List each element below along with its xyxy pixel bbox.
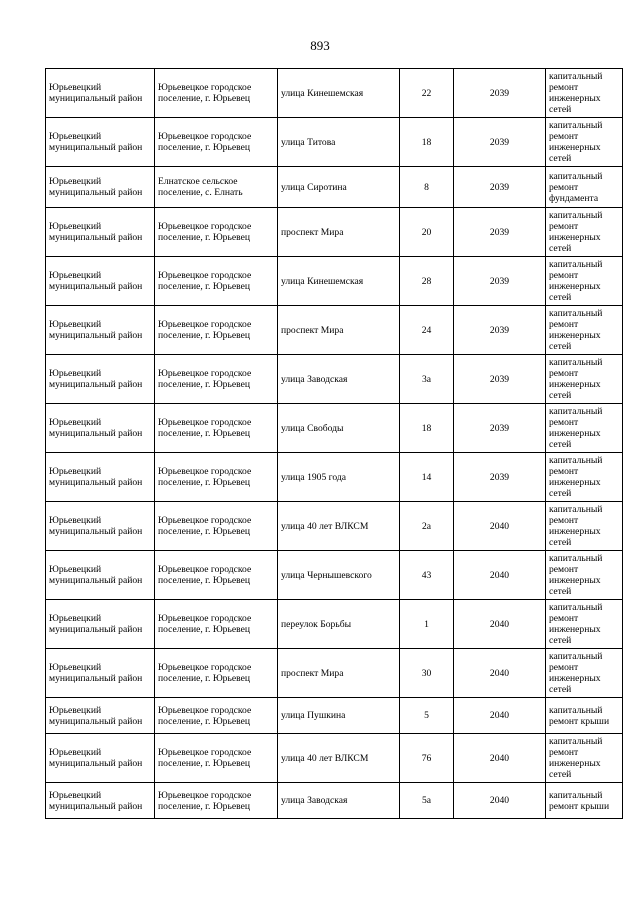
house-number-cell: 14 xyxy=(400,453,454,502)
settlement-cell: Юрьевецкое городское поселение, г. Юрьевец xyxy=(155,453,278,502)
street-cell: улица 40 лет ВЛКСМ xyxy=(278,734,400,783)
street-cell: проспект Мира xyxy=(278,649,400,698)
house-number-cell: 18 xyxy=(400,118,454,167)
work-type-cell: капитальный ремонт инженерных сетей xyxy=(546,69,623,118)
district-cell: Юрьевецкий муниципальный район xyxy=(46,69,155,118)
table-row xyxy=(46,600,623,649)
work-type-cell: капитальный ремонт инженерных сетей xyxy=(546,734,623,783)
street-cell: улица Заводская xyxy=(278,355,400,404)
house-number-cell: 24 xyxy=(400,306,454,355)
table-row xyxy=(46,167,623,208)
planned-year-cell: 2039 xyxy=(454,257,546,306)
table-row xyxy=(46,698,623,734)
settlement-cell: Юрьевецкое городское поселение, г. Юрьевец xyxy=(155,734,278,783)
work-type-cell: капитальный ремонт фундамента xyxy=(546,167,623,208)
work-type-cell: капитальный ремонт инженерных сетей xyxy=(546,208,623,257)
table-row xyxy=(46,502,623,551)
work-type-cell: капитальный ремонт инженерных сетей xyxy=(546,551,623,600)
planned-year-cell: 2040 xyxy=(454,649,546,698)
house-number-cell: 8 xyxy=(400,167,454,208)
settlement-cell: Юрьевецкое городское поселение, г. Юрьевец xyxy=(155,355,278,404)
district-cell: Юрьевецкий муниципальный район xyxy=(46,734,155,783)
table-row xyxy=(46,306,623,355)
planned-year-cell: 2040 xyxy=(454,734,546,783)
work-type-cell: капитальный ремонт инженерных сетей xyxy=(546,600,623,649)
street-cell: улица Заводская xyxy=(278,783,400,819)
house-number-cell: 1 xyxy=(400,600,454,649)
work-type-cell: капитальный ремонт инженерных сетей xyxy=(546,502,623,551)
house-number-cell: 5а xyxy=(400,783,454,819)
planned-year-cell: 2039 xyxy=(454,404,546,453)
planned-year-cell: 2040 xyxy=(454,783,546,819)
planned-year-cell: 2039 xyxy=(454,69,546,118)
house-number-cell: 30 xyxy=(400,649,454,698)
table-body xyxy=(46,69,623,819)
planned-year-cell: 2040 xyxy=(454,698,546,734)
table-row xyxy=(46,551,623,600)
house-number-cell: 20 xyxy=(400,208,454,257)
street-cell: улица Чернышевского xyxy=(278,551,400,600)
settlement-cell: Юрьевецкое городское поселение, г. Юрьевец xyxy=(155,698,278,734)
settlement-cell: Юрьевецкое городское поселение, г. Юрьевец xyxy=(155,306,278,355)
page-number: 893 xyxy=(310,38,330,53)
planned-year-cell: 2040 xyxy=(454,551,546,600)
table-row xyxy=(46,355,623,404)
work-type-cell: капитальный ремонт инженерных сетей xyxy=(546,118,623,167)
settlement-cell: Юрьевецкое городское поселение, г. Юрьевец xyxy=(155,404,278,453)
street-cell: улица Свободы xyxy=(278,404,400,453)
table-row xyxy=(46,208,623,257)
planned-year-cell: 2039 xyxy=(454,306,546,355)
district-cell: Юрьевецкий муниципальный район xyxy=(46,306,155,355)
district-cell: Юрьевецкий муниципальный район xyxy=(46,649,155,698)
settlement-cell: Юрьевецкое городское поселение, г. Юрьевец xyxy=(155,502,278,551)
settlement-cell: Елнатское сельское поселение, с. Елнать xyxy=(155,167,278,208)
district-cell: Юрьевецкий муниципальный район xyxy=(46,208,155,257)
district-cell: Юрьевецкий муниципальный район xyxy=(46,783,155,819)
house-number-cell: 43 xyxy=(400,551,454,600)
settlement-cell: Юрьевецкое городское поселение, г. Юрьевец xyxy=(155,649,278,698)
street-cell: улица Сиротина xyxy=(278,167,400,208)
work-type-cell: капитальный ремонт инженерных сетей xyxy=(546,306,623,355)
planned-year-cell: 2039 xyxy=(454,453,546,502)
planned-year-cell: 2039 xyxy=(454,167,546,208)
street-cell: улица Пушкина xyxy=(278,698,400,734)
planned-year-cell: 2039 xyxy=(454,355,546,404)
settlement-cell: Юрьевецкое городское поселение, г. Юрьевец xyxy=(155,257,278,306)
district-cell: Юрьевецкий муниципальный район xyxy=(46,118,155,167)
street-cell: улица 40 лет ВЛКСМ xyxy=(278,502,400,551)
district-cell: Юрьевецкий муниципальный район xyxy=(46,355,155,404)
work-type-cell: капитальный ремонт инженерных сетей xyxy=(546,257,623,306)
district-cell: Юрьевецкий муниципальный район xyxy=(46,404,155,453)
planned-year-cell: 2040 xyxy=(454,502,546,551)
street-cell: улица Титова xyxy=(278,118,400,167)
settlement-cell: Юрьевецкое городское поселение, г. Юрьевец xyxy=(155,69,278,118)
repair-schedule-table xyxy=(45,68,623,819)
district-cell: Юрьевецкий муниципальный район xyxy=(46,551,155,600)
settlement-cell: Юрьевецкое городское поселение, г. Юрьевец xyxy=(155,208,278,257)
street-cell: улица Кинешемская xyxy=(278,257,400,306)
table-row xyxy=(46,69,623,118)
street-cell: проспект Мира xyxy=(278,306,400,355)
work-type-cell: капитальный ремонт инженерных сетей xyxy=(546,649,623,698)
work-type-cell: капитальный ремонт крыши xyxy=(546,698,623,734)
district-cell: Юрьевецкий муниципальный район xyxy=(46,167,155,208)
district-cell: Юрьевецкий муниципальный район xyxy=(46,257,155,306)
house-number-cell: 2а xyxy=(400,502,454,551)
district-cell: Юрьевецкий муниципальный район xyxy=(46,502,155,551)
table-row xyxy=(46,118,623,167)
settlement-cell: Юрьевецкое городское поселение, г. Юрьевец xyxy=(155,551,278,600)
street-cell: переулок Борьбы xyxy=(278,600,400,649)
planned-year-cell: 2039 xyxy=(454,208,546,257)
street-cell: проспект Мира xyxy=(278,208,400,257)
table-row xyxy=(46,734,623,783)
planned-year-cell: 2039 xyxy=(454,118,546,167)
district-cell: Юрьевецкий муниципальный район xyxy=(46,453,155,502)
district-cell: Юрьевецкий муниципальный район xyxy=(46,600,155,649)
house-number-cell: 28 xyxy=(400,257,454,306)
street-cell: улица 1905 года xyxy=(278,453,400,502)
table-row xyxy=(46,404,623,453)
settlement-cell: Юрьевецкое городское поселение, г. Юрьевец xyxy=(155,600,278,649)
work-type-cell: капитальный ремонт крыши xyxy=(546,783,623,819)
house-number-cell: 18 xyxy=(400,404,454,453)
planned-year-cell: 2040 xyxy=(454,600,546,649)
settlement-cell: Юрьевецкое городское поселение, г. Юрьевец xyxy=(155,783,278,819)
district-cell: Юрьевецкий муниципальный район xyxy=(46,698,155,734)
settlement-cell: Юрьевецкое городское поселение, г. Юрьевец xyxy=(155,118,278,167)
work-type-cell: капитальный ремонт инженерных сетей xyxy=(546,355,623,404)
house-number-cell: 5 xyxy=(400,698,454,734)
table-row xyxy=(46,783,623,819)
table-row xyxy=(46,649,623,698)
table-row xyxy=(46,453,623,502)
table-row xyxy=(46,257,623,306)
work-type-cell: капитальный ремонт инженерных сетей xyxy=(546,453,623,502)
work-type-cell: капитальный ремонт инженерных сетей xyxy=(546,404,623,453)
street-cell: улица Кинешемская xyxy=(278,69,400,118)
house-number-cell: 3а xyxy=(400,355,454,404)
house-number-cell: 22 xyxy=(400,69,454,118)
house-number-cell: 76 xyxy=(400,734,454,783)
